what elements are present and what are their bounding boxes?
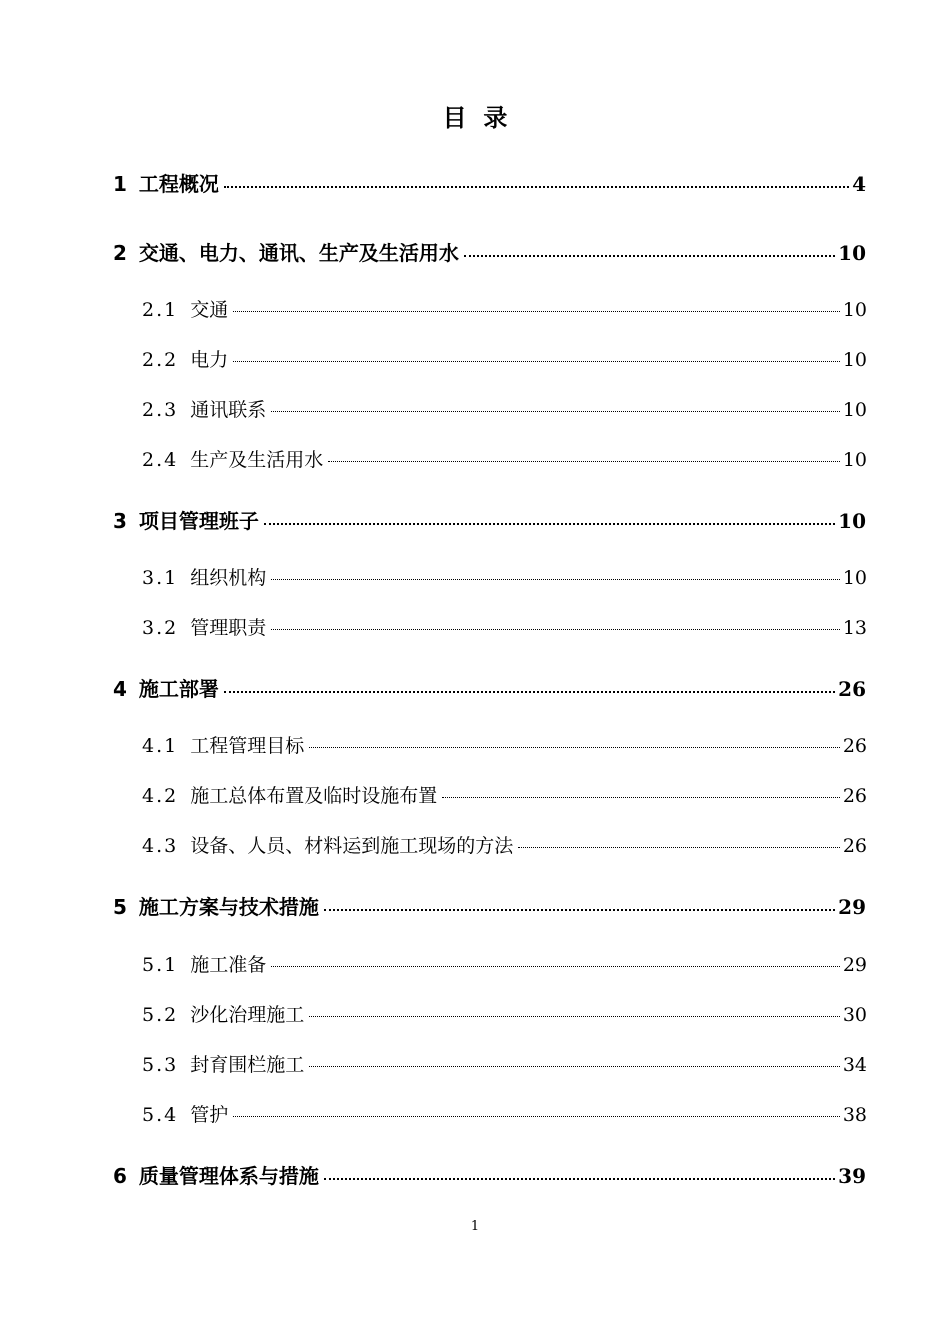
page-number: 1 — [470, 1219, 480, 1234]
toc-entry-title: 施工准备 — [190, 954, 267, 976]
toc-dot-leader — [264, 506, 835, 528]
toc-dot-leader — [328, 445, 840, 466]
toc-entry-number: 2.2 — [142, 349, 179, 371]
toc-entry[interactable] — [142, 731, 867, 758]
toc-entry-number: 4.2 — [142, 785, 179, 807]
toc-entry[interactable] — [113, 673, 866, 702]
toc-entry-number: 3 — [113, 509, 127, 533]
toc-entry-page: 10 — [842, 399, 867, 421]
toc-entry[interactable] — [113, 1160, 866, 1189]
toc-entry-page: 26 — [842, 835, 867, 857]
toc-entry-number: 2.1 — [142, 299, 179, 321]
toc-entry-title: 设备、人员、材料运到施工现场的方法 — [190, 835, 514, 857]
toc-entry-number: 5.2 — [142, 1004, 179, 1026]
toc-entry-title: 施工总体布置及临时设施布置 — [190, 785, 438, 807]
toc-entry[interactable] — [142, 345, 867, 372]
toc-entry-page: 26 — [842, 735, 867, 757]
toc-entry-page: 39 — [838, 1164, 866, 1188]
toc-entry-title: 管理职责 — [190, 617, 267, 639]
toc-entry-number: 2.3 — [142, 399, 179, 421]
toc-entry-number: 2.4 — [142, 449, 179, 471]
toc-dot-leader — [233, 295, 840, 316]
toc-entry[interactable] — [142, 295, 867, 322]
toc-entry-page: 38 — [842, 1104, 867, 1126]
toc-entry-title: 管护 — [190, 1104, 229, 1126]
toc-dot-leader — [464, 238, 835, 260]
toc-dot-leader — [518, 831, 840, 852]
toc-entry-number: 3.1 — [142, 567, 179, 589]
toc-dot-leader — [271, 950, 840, 971]
toc-entry-title: 工程概况 — [138, 172, 219, 196]
toc-entry-title: 交通 — [190, 299, 229, 321]
toc-entry-page: 34 — [842, 1054, 867, 1076]
toc-entry[interactable] — [142, 445, 867, 472]
toc-entry-number: 4.3 — [142, 835, 179, 857]
toc-entry-title: 工程管理目标 — [190, 735, 305, 757]
toc-entry[interactable] — [142, 831, 867, 858]
toc-entry-page: 10 — [842, 449, 867, 471]
toc-entry-title: 组织机构 — [190, 567, 267, 589]
toc-entry-title: 沙化治理施工 — [190, 1004, 305, 1026]
toc-entry-title: 项目管理班子 — [138, 509, 259, 533]
toc-entry-number: 6 — [113, 1164, 127, 1188]
toc-dot-leader — [271, 613, 840, 634]
toc-entry[interactable] — [142, 1000, 867, 1027]
toc-dot-leader — [309, 1000, 840, 1021]
page-title: 目 录 — [442, 104, 508, 132]
toc-entry-number: 2 — [113, 241, 127, 265]
toc-entry[interactable] — [142, 1100, 867, 1127]
toc-entry-number: 5.3 — [142, 1054, 179, 1076]
toc-entry-page: 29 — [842, 954, 867, 976]
toc-entry-number: 5.4 — [142, 1104, 179, 1126]
toc-entry-page: 4 — [852, 172, 866, 196]
toc-entry[interactable] — [113, 891, 866, 920]
toc-entry-number: 3.2 — [142, 617, 179, 639]
toc-entry-page: 10 — [842, 299, 867, 321]
toc-entry[interactable] — [113, 168, 866, 197]
toc-dot-leader — [309, 731, 840, 752]
toc-entry-page: 30 — [842, 1004, 867, 1026]
toc-dot-leader — [324, 892, 835, 914]
toc-entry-number: 5 — [113, 895, 127, 919]
toc-dot-leader — [224, 169, 849, 191]
toc-entry-title: 交通、电力、通讯、生产及生活用水 — [138, 241, 459, 265]
toc-entry-page: 10 — [842, 567, 867, 589]
toc-entry-title: 通讯联系 — [190, 399, 267, 421]
toc-entry-title: 封育围栏施工 — [190, 1054, 305, 1076]
toc-dot-leader — [324, 1161, 835, 1183]
toc-entry[interactable] — [113, 505, 866, 534]
toc-entry-title: 施工方案与技术措施 — [138, 895, 319, 919]
toc-dot-leader — [442, 781, 840, 802]
toc-entry[interactable] — [142, 563, 867, 590]
toc-entry-title: 电力 — [190, 349, 229, 371]
toc-entry[interactable] — [142, 781, 867, 808]
toc-entry-page: 26 — [842, 785, 867, 807]
toc-entry-title: 生产及生活用水 — [190, 449, 324, 471]
toc-entry-page: 26 — [838, 677, 866, 701]
toc-entry-number: 5.1 — [142, 954, 179, 976]
toc-dot-leader — [233, 1100, 840, 1121]
toc-entry[interactable] — [142, 950, 867, 977]
toc-entry-page: 10 — [838, 241, 866, 265]
toc-dot-leader — [233, 345, 840, 366]
toc-dot-leader — [271, 395, 840, 416]
toc-entry[interactable] — [113, 237, 866, 266]
toc-dot-leader — [271, 563, 840, 584]
toc-entry-title: 施工部署 — [138, 677, 219, 701]
toc-entry[interactable] — [142, 395, 867, 422]
toc-entry-number: 4.1 — [142, 735, 179, 757]
toc-entry-page: 10 — [838, 509, 866, 533]
toc-entry[interactable] — [142, 613, 867, 640]
toc-dot-leader — [224, 674, 835, 696]
toc-entry-page: 10 — [842, 349, 867, 371]
toc-entry[interactable] — [142, 1050, 867, 1077]
toc-entry-number: 1 — [113, 172, 127, 196]
toc-entry-title: 质量管理体系与措施 — [138, 1164, 319, 1188]
toc-entry-page: 13 — [842, 617, 867, 639]
toc-entry-page: 29 — [838, 895, 866, 919]
toc-entry-number: 4 — [113, 677, 127, 701]
toc-dot-leader — [309, 1050, 840, 1071]
